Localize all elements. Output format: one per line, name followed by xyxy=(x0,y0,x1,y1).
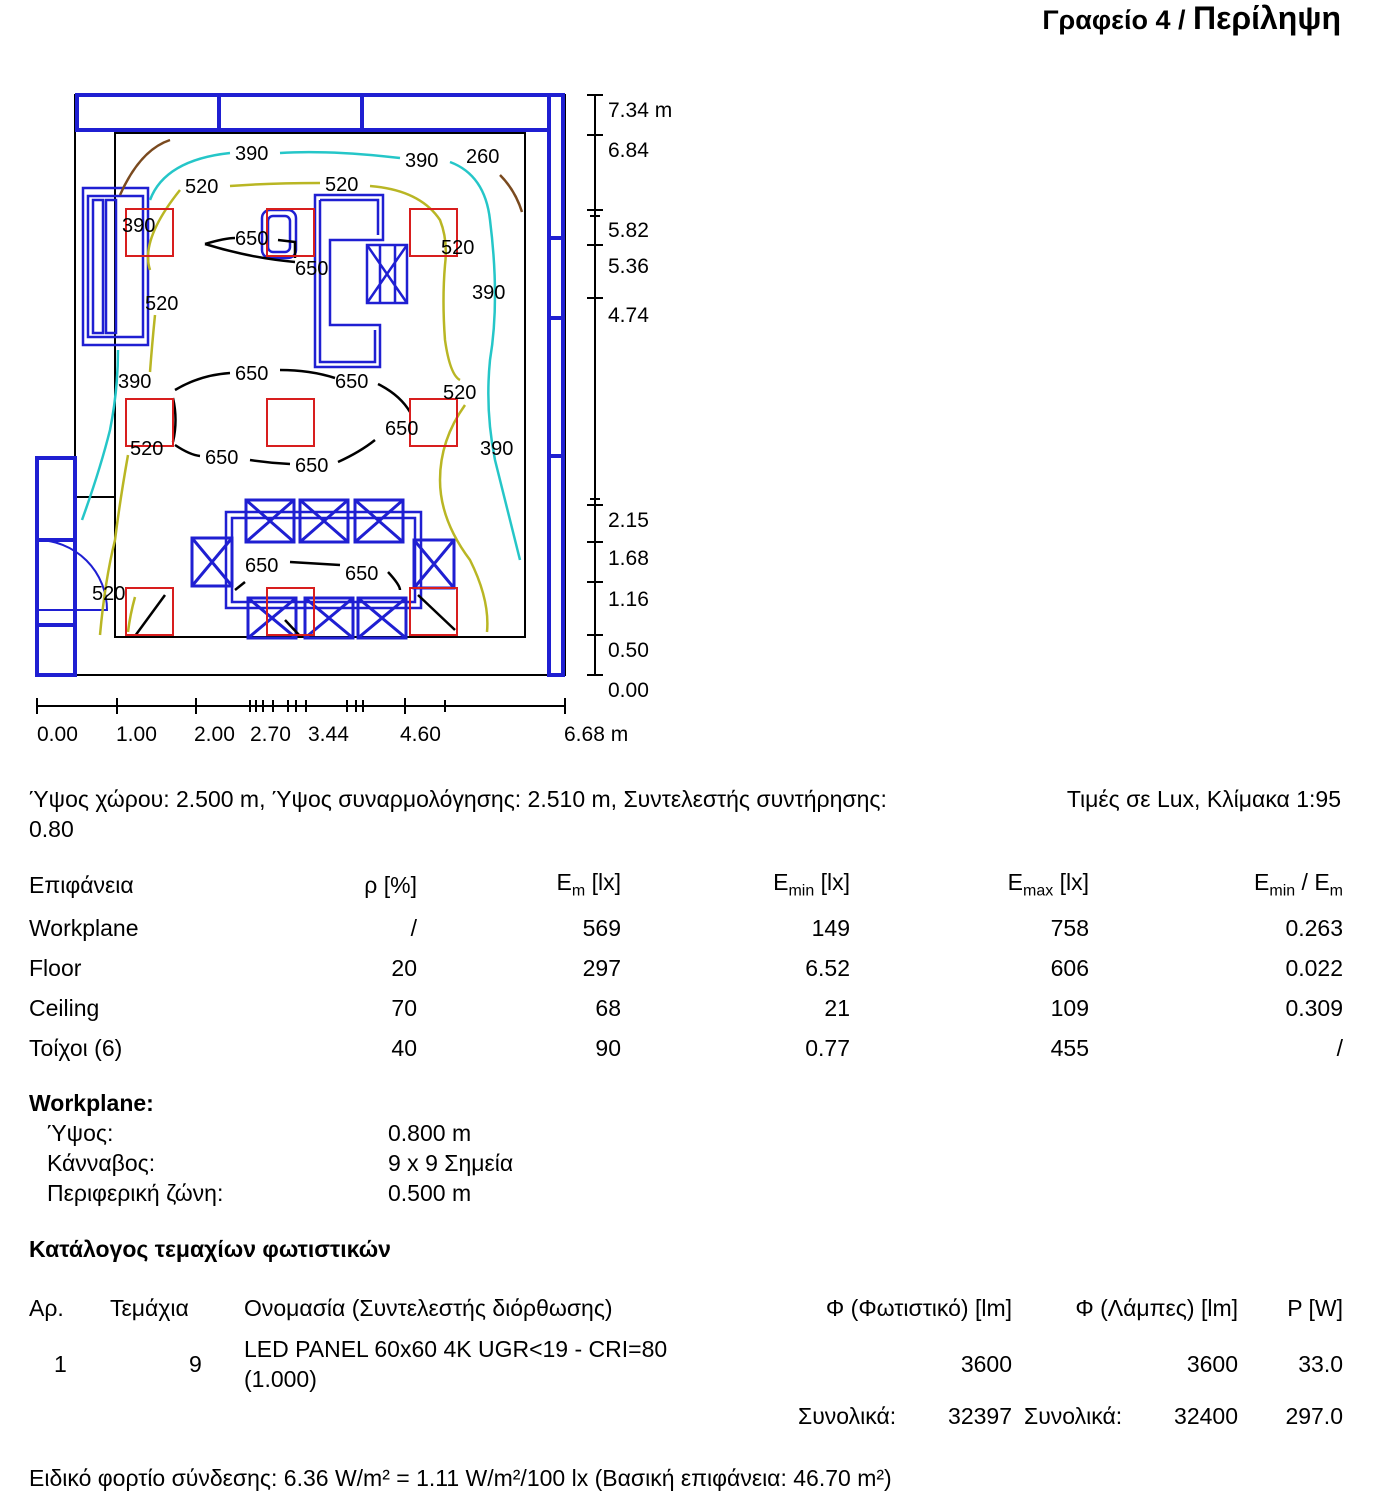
cat-col-flux-lamps: Φ (Λάμπες) [lm] xyxy=(1075,1295,1238,1321)
cat-col-power: P [W] xyxy=(1287,1295,1343,1321)
iso-label: 390 xyxy=(405,150,439,172)
iso-label: 650 xyxy=(205,447,239,469)
table-row: Τοίχοι (6) 40 90 0.77 455 / xyxy=(29,1034,1343,1061)
table-header-row xyxy=(29,862,1343,908)
x-tick-label: 0.00 xyxy=(37,723,78,746)
col-rho: ρ [%] xyxy=(364,871,417,898)
cat-row-factor: (1.000) xyxy=(244,1366,317,1392)
sofa xyxy=(83,188,148,345)
specific-load-footer: Ειδικό φορτίο σύνδεσης: 6.36 W/m² = 1.11 W/m²/100 lx (Βασική επιφάνεια: 46.70 m²) xyxy=(29,1465,892,1491)
cat-col-no: Αρ. xyxy=(29,1295,64,1321)
x-tick-label: 1.00 xyxy=(116,723,157,746)
y-tick-label: 0.00 xyxy=(608,679,649,702)
iso-label: 390 xyxy=(480,438,514,460)
iso-label: 390 xyxy=(122,215,156,237)
workplane-zone-value: 0.500 m xyxy=(388,1180,472,1206)
total-flux-lamps: 32400 xyxy=(1174,1403,1238,1429)
cat-row-power: 33.0 xyxy=(1298,1351,1343,1377)
iso-label: 520 xyxy=(325,174,359,196)
iso-label: 650 xyxy=(245,555,279,577)
workplane-zone-label: Περιφερική ζώνη: xyxy=(47,1180,224,1206)
y-axis xyxy=(587,95,603,675)
total-label-lamps: Συνολικά: xyxy=(1024,1403,1123,1429)
col-emin: $E_{min}$ [lx] xyxy=(773,869,850,900)
iso-label: 260 xyxy=(466,146,500,168)
col-emax: $E_{max}$ [lx] xyxy=(1007,869,1089,900)
cat-row-flux-lamps: 3600 xyxy=(1186,1351,1238,1377)
iso-label: 390 xyxy=(235,143,269,165)
x-axis xyxy=(37,698,565,714)
y-tick-label: 2.15 xyxy=(608,509,649,532)
isoline-520 xyxy=(100,183,487,635)
x-tick-label: 6.68 m xyxy=(564,723,629,746)
y-tick-label: 4.74 xyxy=(608,304,649,327)
floor-plan-isolux xyxy=(0,60,720,760)
x-tick-label: 2.70 xyxy=(250,723,291,746)
total-power: 297.0 xyxy=(1285,1403,1343,1429)
y-axis-labels xyxy=(608,99,672,702)
iso-label: 520 xyxy=(92,583,126,605)
upper-desk xyxy=(262,195,407,367)
table-row: Ceiling 70 68 21 109 0.309 xyxy=(29,994,1343,1021)
total-flux-luminaire: 32397 xyxy=(948,1403,1012,1429)
y-tick-label: 1.16 xyxy=(608,588,649,611)
col-em: $E_m$ [lx] xyxy=(556,869,621,900)
total-label-luminaire: Συνολικά: xyxy=(798,1403,897,1429)
iso-label: 390 xyxy=(118,371,152,393)
y-tick-label: 7.34 m xyxy=(608,99,673,122)
workplane-grid-value: 9 x 9 Σημεία xyxy=(388,1150,514,1176)
workplane-grid-label: Κάνναβος: xyxy=(47,1150,156,1176)
iso-label: 520 xyxy=(130,438,164,460)
col-surface: Επιφάνεια xyxy=(29,871,134,898)
iso-label: 650 xyxy=(385,418,419,440)
cat-row-name: LED PANEL 60x60 4K UGR<19 - CRI=80 xyxy=(244,1336,668,1362)
iso-label: 650 xyxy=(235,363,269,385)
cat-row-pieces: 9 xyxy=(189,1351,202,1377)
workplane-height-label: Ύψος: xyxy=(47,1120,114,1146)
cat-col-flux-luminaire: Φ (Φωτιστικό) [lm] xyxy=(825,1295,1012,1321)
iso-label: 520 xyxy=(443,382,477,404)
scale-note: Τιμές σε Lux, Κλίμακα 1:95 xyxy=(1066,786,1341,812)
iso-label: 650 xyxy=(295,455,329,477)
table-row: Floor 20 297 6.52 606 0.022 xyxy=(29,954,1343,981)
page-title: Γραφείο 4 / Περίληψη xyxy=(1042,0,1341,36)
iso-label: 520 xyxy=(145,293,179,315)
y-tick-label: 5.36 xyxy=(608,255,649,278)
y-tick-label: 5.82 xyxy=(608,219,649,242)
iso-label: 650 xyxy=(295,258,329,280)
iso-label: 650 xyxy=(335,371,369,393)
y-tick-label: 6.84 xyxy=(608,139,649,162)
cat-col-name: Ονομασία (Συντελεστής διόρθωσης) xyxy=(244,1295,613,1321)
isoline-labels xyxy=(92,143,513,605)
iso-label: 650 xyxy=(235,228,269,250)
iso-label: 520 xyxy=(441,237,475,259)
catalog-title: Κατάλογος τεμαχίων φωτιστικών xyxy=(29,1236,391,1262)
cat-col-pieces: Τεμάχια xyxy=(110,1295,189,1321)
workplane-height-value: 0.800 m xyxy=(388,1120,472,1146)
x-tick-label: 4.60 xyxy=(400,723,441,746)
room-parameters: Ύψος χώρου: 2.500 m, Ύψος συναρμολόγησης: 2.510 m, Συντελεστής συντήρησης: 0.80 xyxy=(29,786,887,842)
workplane-title: Workplane: xyxy=(29,1090,154,1116)
x-tick-label: 3.44 xyxy=(308,723,349,746)
table-row: Workplane / 569 149 758 0.263 xyxy=(29,914,1343,941)
cat-row-no: 1 xyxy=(54,1351,67,1377)
iso-label: 650 xyxy=(345,563,379,585)
x-tick-label: 2.00 xyxy=(194,723,235,746)
iso-label: 520 xyxy=(185,176,219,198)
cat-row-flux-luminaire: 3600 xyxy=(960,1351,1012,1377)
iso-label: 390 xyxy=(472,282,506,304)
x-axis-labels xyxy=(37,723,628,746)
y-tick-label: 0.50 xyxy=(608,639,649,662)
col-ratio: $E_{min} / E_m$ xyxy=(1254,869,1343,900)
surfaces-table xyxy=(29,862,1343,1068)
y-tick-label: 1.68 xyxy=(608,547,649,570)
